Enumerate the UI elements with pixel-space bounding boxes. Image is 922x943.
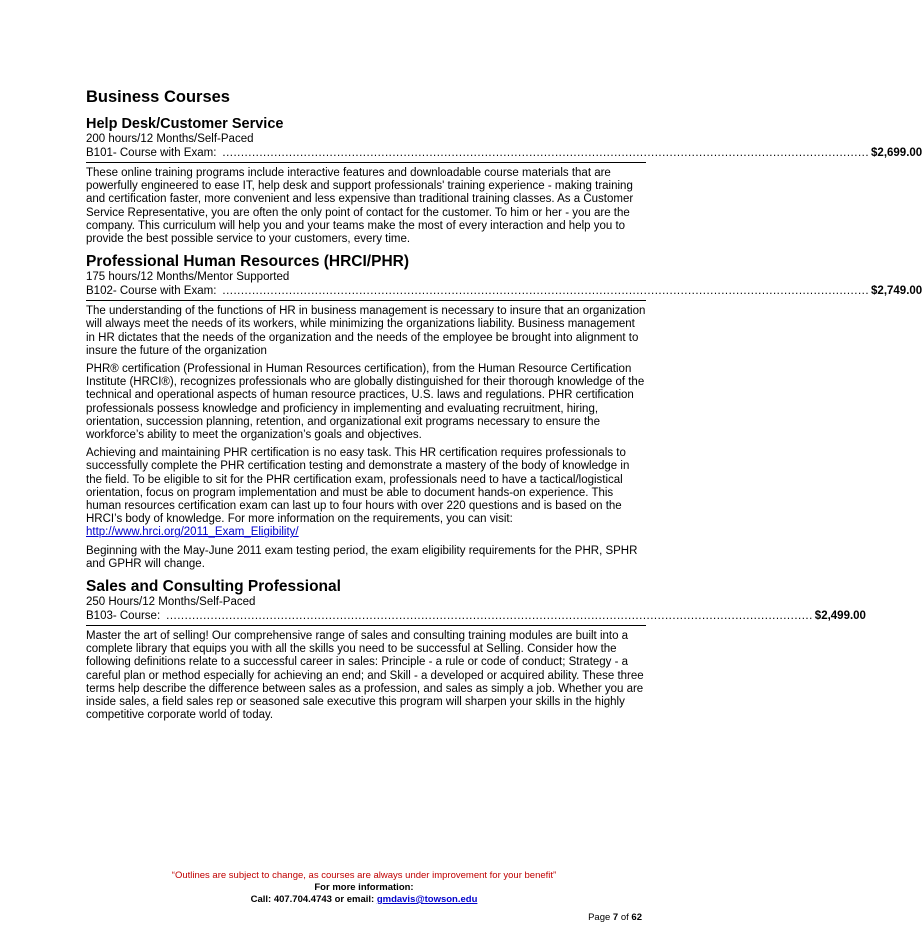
- course-code: B101- Course with Exam:: [86, 146, 217, 159]
- course-help-desk: [86, 116, 922, 246]
- page-of: of: [620, 912, 629, 923]
- page-number: [588, 912, 642, 923]
- course-sales: [86, 578, 866, 722]
- page-title: Business Courses: [86, 88, 230, 106]
- course-description: These online training programs include interactive features and downloadable course materials that are powerfully engineered to ease IT, help desk and support professionals' training experience - making training and certification faster, more convenient and less expensive than traditional training classes. As a Customer Service Representative, you are often the only point of contact for the customer. To him or her - you are the company. This curriculum will help you and your teams make the most of every interaction and help you to provide the best possible service to your customers, every time.: [86, 167, 634, 246]
- footer-contact: [0, 894, 728, 906]
- course-hr: [86, 253, 922, 571]
- course-code: B103- Course:: [86, 609, 161, 622]
- course-description: PHR® certification (Professional in Human Resources certification), from the Human Resource Certification Institute (HRCI®), recognizes professionals who are globally distinguished for their thorough knowledge of the technical and operational aspects of human resource practices, U.S. laws and regulations. PHR certification professionals possess knowledge and proficiency in implementing and evaluating recruitment, hiring, orientation, succession planning, retention, and organizational exit programs necessary to ensure the workforce’s ability to meet the organization’s goals and objectives.: [86, 363, 645, 442]
- course-price-row: [86, 609, 866, 624]
- email-link[interactable]: gmdavis@towson.edu: [376, 894, 478, 905]
- divider: [86, 625, 646, 626]
- page-prefix: Page: [588, 912, 611, 923]
- page-footer: [0, 870, 728, 906]
- course-code: B102- Course with Exam:: [86, 284, 217, 297]
- course-title: Sales and Consulting Professional: [86, 578, 341, 596]
- footer-call: Call: 407.704.4743 or email:: [250, 894, 375, 905]
- dot-leader: ...............................................................................................................................................................................: [222, 146, 870, 159]
- course-title: Help Desk/Customer Service: [86, 116, 284, 132]
- course-closing: Beginning with the May-June 2011 exam testing period, the exam eligibility requirements for the PHR, SPHR and GPHR will change.: [86, 544, 638, 570]
- course-link-line: [86, 526, 646, 539]
- course-meta: 250 Hours/12 Months/Self-Paced: [86, 596, 256, 609]
- course-meta: 175 hours/12 Months/Mentor Supported: [86, 271, 290, 284]
- footer-info: For more information:: [314, 882, 414, 893]
- course-description: The understanding of the functions of HR in business management is necessary to insure that an organization will always meet the needs of its workers, while minimizing the organizations liability. Business management in HR dictates that the needs of the organization and the needs of the employee be brought into alignment to insure the future of the organization: [86, 305, 646, 357]
- course-description: Master the art of selling! Our comprehensive range of sales and consulting training modules are built into a complete library that equips you with all the skills you need to be successful at Selling. Consider how the following definitions relate to a successful career in sales: Principle - a rule or code of conduct; Strategy - a careful plan or method especially for achieving an end; and Skill - a developed or acquired ability. These three terms help describe the difference between sales as a profession, and sales as simply a job. Whether you are inside sales, a field sales rep or seasoned sale executive this program will sharpen your skills in the highly competitive corporate world of today.: [86, 630, 644, 722]
- dot-leader: ...............................................................................................................................................................................: [166, 609, 813, 622]
- course-price: $2,499.00: [814, 609, 866, 622]
- course-description: Achieving and maintaining PHR certification is no easy task. This HR certification requires professionals to successfully complete the PHR certification testing and demonstrate a mastery of the body of knowledge in the field. To be eligible to sit for the PHR certification exam, professionals need to have a tactical/logistical orientation, focus on program implementation and must be able to document hands-on experience. This human resources certification exam can last up to four hours with over 220 questions and is based on the HRCI’s body of knowledge. For more information on the requirements, you can visit:: [86, 447, 630, 526]
- document-page: [86, 88, 922, 730]
- course-price: $2,699.00: [871, 146, 922, 159]
- course-meta: 200 hours/12 Months/Self-Paced: [86, 133, 254, 145]
- course-price: $2,749.00: [871, 284, 922, 297]
- page-total: 62: [631, 912, 642, 923]
- course-price-row: [86, 284, 922, 299]
- course-title: Professional Human Resources (HRCI/PHR): [86, 253, 409, 271]
- footer-note: “Outlines are subject to change, as courses are always under improvement for your benefit”: [171, 870, 557, 881]
- dot-leader: ...............................................................................................................................................................................: [222, 284, 870, 297]
- divider: [86, 162, 646, 163]
- divider: [86, 300, 646, 301]
- page-current: 7: [612, 912, 619, 923]
- course-price-row: [86, 146, 922, 161]
- hrci-link[interactable]: http://www.hrci.org/2011_Exam_Eligibility/: [86, 526, 299, 539]
